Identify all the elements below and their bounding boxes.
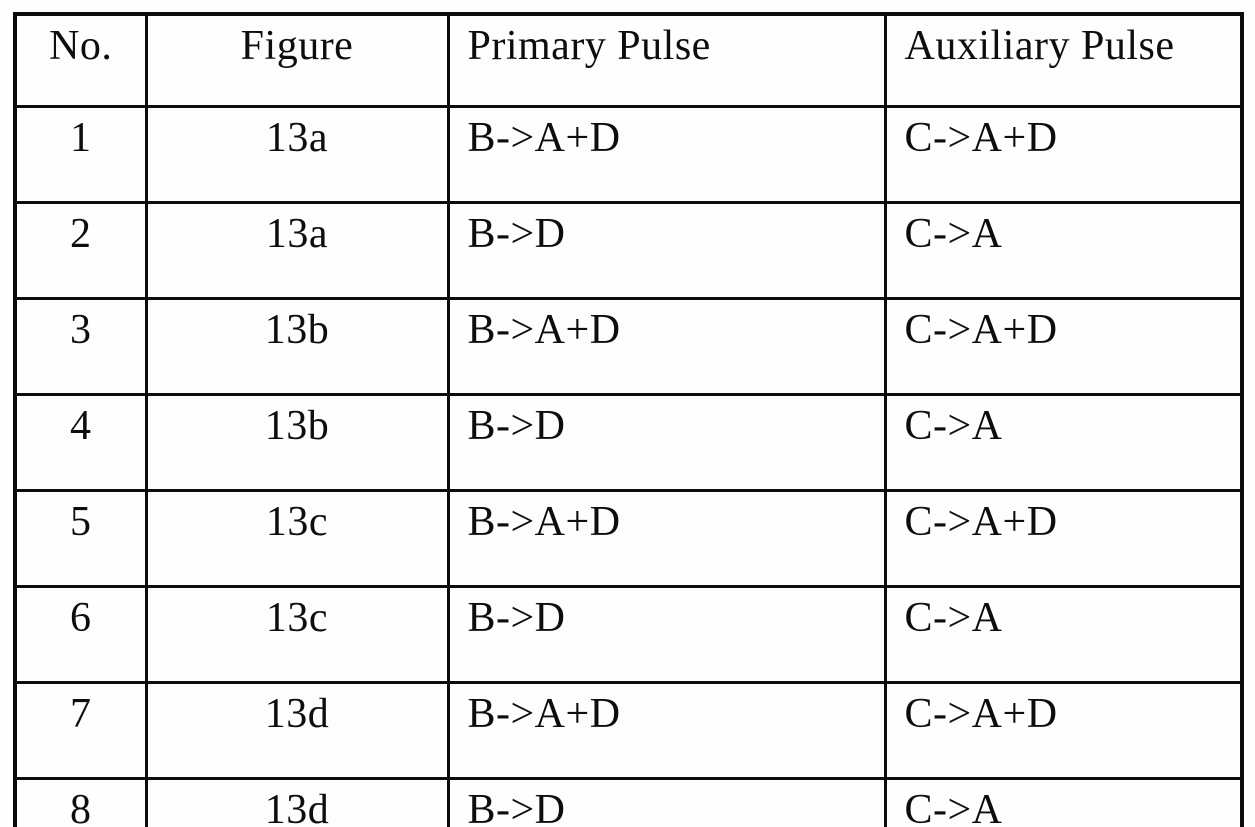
cell-no: 3	[15, 299, 146, 395]
cell-figure: 13c	[146, 587, 448, 683]
column-header-primary: Primary Pulse	[448, 14, 885, 107]
cell-figure: 13a	[146, 107, 448, 203]
table-row	[15, 491, 1242, 587]
table-row	[15, 587, 1242, 683]
cell-auxiliary: C->A	[885, 587, 1242, 683]
cell-no: 5	[15, 491, 146, 587]
cell-primary: B->A+D	[448, 491, 885, 587]
cell-primary: B->A+D	[448, 107, 885, 203]
table-row	[15, 395, 1242, 491]
cell-primary: B->D	[448, 203, 885, 299]
cell-primary: B->D	[448, 395, 885, 491]
table-header	[15, 14, 1242, 107]
cell-figure: 13d	[146, 683, 448, 779]
table-row	[15, 107, 1242, 203]
cell-auxiliary: C->A+D	[885, 491, 1242, 587]
column-header-no: No.	[15, 14, 146, 107]
header-row	[15, 14, 1242, 107]
cell-auxiliary: C->A	[885, 395, 1242, 491]
cell-figure: 13a	[146, 203, 448, 299]
cell-auxiliary: C->A	[885, 779, 1242, 827]
cell-no: 8	[15, 779, 146, 827]
table-body	[15, 107, 1242, 827]
table-row	[15, 203, 1242, 299]
cell-no: 2	[15, 203, 146, 299]
pulse-table	[13, 12, 1244, 827]
cell-figure: 13b	[146, 395, 448, 491]
cell-figure: 13c	[146, 491, 448, 587]
cell-primary: B->D	[448, 779, 885, 827]
cell-auxiliary: C->A+D	[885, 683, 1242, 779]
column-header-figure: Figure	[146, 14, 448, 107]
cell-figure: 13d	[146, 779, 448, 827]
cell-primary: B->D	[448, 587, 885, 683]
table-row	[15, 779, 1242, 827]
cell-primary: B->A+D	[448, 299, 885, 395]
cell-primary: B->A+D	[448, 683, 885, 779]
cell-auxiliary: C->A+D	[885, 107, 1242, 203]
cell-figure: 13b	[146, 299, 448, 395]
cell-auxiliary: C->A+D	[885, 299, 1242, 395]
cell-no: 1	[15, 107, 146, 203]
cell-auxiliary: C->A	[885, 203, 1242, 299]
table-row	[15, 299, 1242, 395]
cell-no: 7	[15, 683, 146, 779]
column-header-auxiliary: Auxiliary Pulse	[885, 14, 1242, 107]
cell-no: 6	[15, 587, 146, 683]
table-row	[15, 683, 1242, 779]
cell-no: 4	[15, 395, 146, 491]
